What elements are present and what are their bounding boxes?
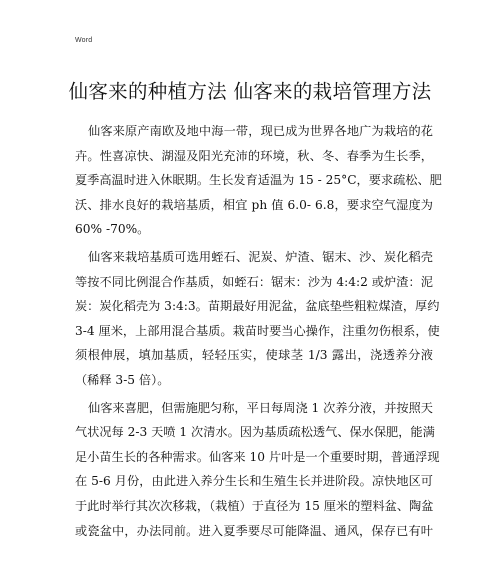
text-line: 仙客来栽培基质可选用蛭石、泥炭、炉渣、锯末、沙、炭化稻壳	[88, 249, 433, 264]
text-line: 夏季高温时进入休眠期。生长发育适温为 15 - 25°C，要求疏松、肥	[75, 173, 442, 188]
text-line: 60% -70%。	[75, 222, 150, 237]
app-header-label: Word	[75, 37, 93, 44]
text-line: 在 5-6 月份，由此进入养分生长和生殖生长并进阶段。凉快地区可	[75, 474, 433, 489]
paragraph-3	[75, 396, 440, 544]
text-line: 仙客来喜肥，但需施肥匀称，平日每周浇 1 次养分液，并按照天	[88, 400, 433, 415]
text-line: 或瓷盆中，办法同前。进入夏季要尽可能降温、通风，保存已有叶	[75, 523, 433, 538]
text-line: 等按不同比例混合作基质，如蛭石：锯末：沙为 4:4:2 或炉渣：泥	[75, 274, 433, 289]
text-line: 须根伸展，填加基质，轻轻压实，使球茎 1/3 露出，浇透养分液	[75, 348, 433, 363]
text-line: 沃、排水良好的栽培基质，相宜 ph 值 6.0- 6.8，要求空气湿度为	[75, 197, 433, 212]
text-line: 3-4 厘米，上部用混合基质。栽苗时要当心操作，注重勿伤根系，使	[75, 323, 440, 338]
text-line: 仙客来原产南欧及地中海一带，现已成为世界各地广为栽培的花	[88, 124, 433, 138]
text-line: 于此时举行其次次移栽，（栽植）于直径为 15 厘米的塑料盆、陶盆	[75, 498, 434, 513]
document-title: 仙客来的种植方法 仙客来的栽培管理方法	[68, 80, 432, 103]
document-body	[75, 119, 442, 546]
text-line: （稀释 3-5 倍）。	[75, 372, 170, 387]
text-line: 炭：炭化稻壳为 3:4:3。苗期最好用泥盆，盆底垫些粗粒煤渣，厚约	[75, 299, 440, 314]
text-line: 卉。性喜凉快、湖湿及阳光充沛的环境，秋、冬、春季为生长季，	[75, 148, 433, 163]
paragraph-2	[75, 245, 440, 393]
text-line: 气状况每 2-3 天喷 1 次清水。因为基质疏松透气、保水保肥，能满	[75, 425, 435, 440]
text-line: 足小苗生长的各种需求。仙客来 10 片叶是一个重要时期，普通浮现	[75, 449, 440, 464]
paragraph-1	[75, 119, 442, 242]
